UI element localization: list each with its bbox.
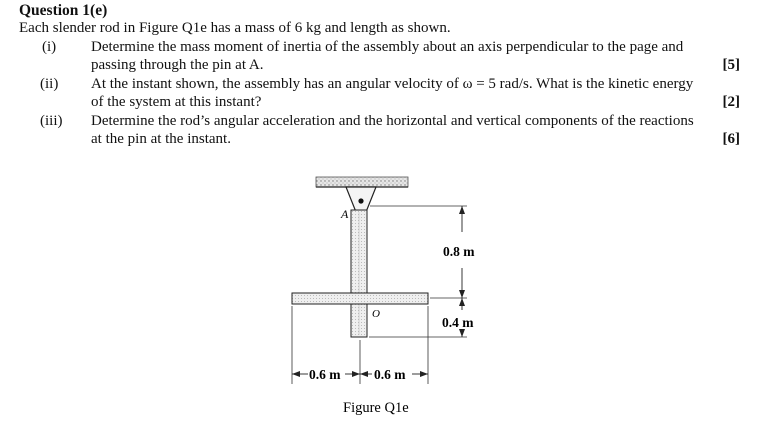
part-text-line2: at the pin at the instant. [91,131,231,147]
label-o: O [372,308,380,320]
pin-a [358,198,363,203]
ceiling-support [316,177,408,187]
dimension-0-6m-right: 0.6 m [374,367,406,382]
question-intro: Each slender rod in Figure Q1e has a mass of 6 kg and length as shown. [19,20,451,36]
dimension-0-4m: 0.4 m [442,315,474,330]
figure-caption: Figure Q1e [343,400,409,416]
dimension-0-6m-left: 0.6 m [309,367,341,382]
part-text-line2: of the system at this instant? [91,94,262,110]
part-number: (iii) [40,113,63,129]
part-text-line1: Determine the mass moment of inertia of the assembly about an axis perpendicular to the page and [91,39,684,55]
part-number: (i) [42,39,57,55]
part-text-line2: passing through the pin at A. [91,57,264,73]
horizontal-rod [292,293,428,304]
part-number: (ii) [40,76,59,92]
label-a: A [341,207,349,221]
part-marks: [6] [722,131,740,147]
dimension-0-8m: 0.8 m [443,244,475,259]
part-marks: [5] [722,57,740,73]
question-title: Question 1(e) [19,2,108,19]
part-text-line1: At the instant shown, the assembly has an angular velocity of ω = 5 rad/s. What is the kinetic energy [91,76,694,92]
part-text-line1: Determine the rod’s angular acceleration and the horizontal and vertical components of the reactions [91,113,694,129]
part-marks: [2] [722,94,740,110]
